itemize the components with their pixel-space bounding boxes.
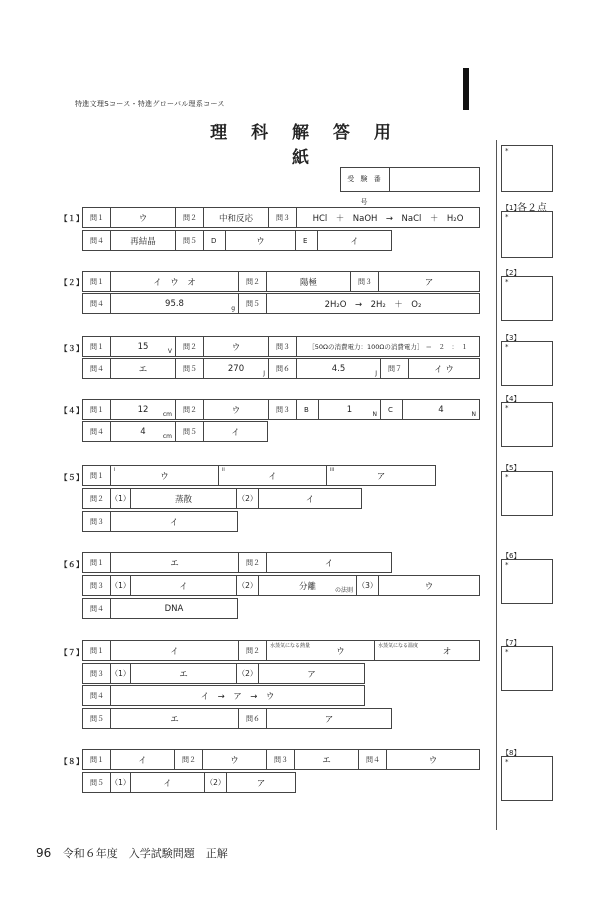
answer-value: 4 [140,426,146,437]
question-label: 問７ [381,359,409,378]
answer-cell[interactable]: DNA [164,603,184,614]
answer-cell[interactable]: イ [131,576,237,595]
answer-cell[interactable]: ウ [204,337,269,356]
answer-row [82,552,392,573]
exam-number-label: 受 験 番 号 [341,168,390,191]
answer-cell[interactable]: 再結晶 [111,231,176,250]
answer-row [82,772,296,793]
answer-cell[interactable]: 2H₂O → 2H₂ ＋ O₂ [324,299,422,310]
score-star: * [505,404,509,412]
score-label-7: 【7】 [502,639,521,647]
section-label-3: 【３】 [60,344,84,353]
sub-label: （1） [111,576,131,595]
question-label: 問２ [175,750,203,769]
score-box-8[interactable] [501,756,553,801]
answer-cell[interactable]: イ [324,558,334,569]
score-label-4: 【4】 [502,395,521,403]
score-box-7[interactable] [501,646,553,691]
answer-row [82,293,480,314]
answer-value: オ [442,646,452,657]
answer-cell[interactable]: 陽極 [267,272,351,291]
answer-cell[interactable]: イ [131,773,205,792]
answer-cell[interactable]: イ [231,427,240,438]
score-box-3[interactable] [501,341,553,386]
sub-label: C [381,400,403,419]
answer-value: 分離 [298,581,316,592]
answer-cell[interactable]: イ [305,494,315,505]
answer-cell[interactable] [204,359,269,378]
answer-value: 4 [438,404,444,415]
answer-value: ウ [336,646,345,657]
answer-cell[interactable]: ア [324,714,334,725]
score-box-2[interactable] [501,276,553,321]
answer-cell[interactable]: イ [169,517,179,528]
question-label: 問１ [83,641,111,660]
question-label: 問４ [83,599,111,618]
score-box-4[interactable] [501,402,553,447]
sub-index: ii [222,467,225,473]
answer-cell[interactable]: イ → ア → ウ [200,691,275,702]
header-bar [463,68,469,110]
score-star: * [505,561,509,569]
answer-cell[interactable]: エ [131,664,237,683]
unit-label: の法則 [334,587,353,594]
unit-label: N [471,411,476,418]
answer-cell[interactable] [267,641,375,660]
page-title: 理 科 解 答 用 紙 [210,123,400,168]
answer-cell[interactable]: エ [111,709,239,728]
score-star: * [505,278,509,286]
question-label: 問２ [176,400,204,419]
answer-row [82,640,480,661]
sub-label: （1） [111,773,131,792]
footer-text: 令和６年度 入学試験問題 正解 [62,847,228,860]
section-label-6: 【６】 [60,560,84,569]
score-star: * [505,343,509,351]
score-label-5: 【5】 [502,464,521,472]
exam-number-box[interactable] [340,167,480,206]
sub-caption: 水蒸気になる熱量 [270,643,311,649]
score-box-5[interactable] [501,471,553,516]
answer-value: 95.8 [165,298,184,309]
answer-cell[interactable]: ウ [226,231,296,250]
answer-value: イ [268,471,277,482]
margin-divider [496,140,497,830]
answer-row [82,230,392,251]
answer-cell[interactable]: エ [111,553,239,572]
sub-label: （3） [357,576,379,595]
answer-cell[interactable]: イ [111,641,239,660]
answer-cell[interactable] [375,641,479,660]
section-label-2: 【２】 [60,278,84,287]
question-label: 問２ [239,553,267,572]
answer-cell[interactable]: ウ [111,208,176,227]
unit-label: J [263,370,265,377]
question-label: 問２ [239,641,267,660]
answer-cell[interactable] [219,466,327,485]
answer-row [82,511,238,532]
answer-cell[interactable]: ア [256,778,266,789]
answer-cell[interactable]: エ [111,359,176,378]
score-label-2: 【2】 [502,269,521,277]
answer-row [82,685,365,706]
answer-cell[interactable] [111,466,219,485]
sub-label: （2） [205,773,227,792]
answer-cell[interactable] [327,466,435,485]
answer-row [82,358,480,379]
answer-cell[interactable]: イ ウ [434,364,454,375]
question-label: 問１ [83,337,111,356]
answer-cell[interactable] [297,359,381,378]
question-label: 問２ [239,272,267,291]
answer-cell[interactable] [111,294,239,313]
answer-cell[interactable]: ウ [428,755,438,766]
sub-label: （1） [111,489,131,508]
question-label: 問６ [239,709,267,728]
question-label: 問２ [176,337,204,356]
answer-value: 15 [137,341,149,352]
question-label: 問１ [83,466,111,485]
question-label: 問５ [83,709,111,728]
section-label-4: 【４】 [60,406,84,415]
sub-label: （2） [237,664,259,683]
sub-index: iii [330,467,335,473]
answer-cell[interactable]: ア [307,669,316,680]
sub-caption: 水蒸気になる温度 [378,643,419,649]
points-note: 各２点 [517,203,547,214]
answer-cell[interactable] [319,400,381,419]
sub-label: （2） [237,576,259,595]
answer-row [82,663,365,684]
answer-row [82,399,480,420]
answer-row [82,465,436,486]
answer-cell[interactable] [259,576,357,595]
unit-label: cm [162,411,172,418]
answer-row [82,598,238,619]
answer-cell[interactable] [111,337,176,356]
answer-cell[interactable]: イ [111,750,175,769]
section-label-7: 【７】 [60,648,84,657]
question-label: 問３ [269,400,297,419]
score-star: * [505,758,509,766]
question-label: 問４ [83,686,111,705]
answer-row [82,708,392,729]
answer-cell[interactable] [403,400,479,419]
answer-value: 1 [346,404,353,415]
score-box-6[interactable] [501,559,553,604]
unit-label: g [231,305,235,312]
answer-value: ア [376,471,386,482]
sub-label: B [297,400,319,419]
question-label: 問５ [83,773,111,792]
question-label: 問３ [269,208,297,227]
answer-cell[interactable]: イ [350,236,359,247]
answer-row [82,488,362,509]
sub-label: （1） [111,664,131,683]
answer-row [82,336,480,357]
answer-value: 4.5 [331,363,346,374]
answer-cell[interactable] [111,400,176,419]
question-label: 問１ [83,272,111,291]
question-label: 問４ [83,359,111,378]
total-score-box[interactable] [501,145,553,192]
answer-cell[interactable]: ウ [203,750,267,769]
question-label: 問１ [83,208,111,227]
page-footer [36,845,228,861]
question-label: 問５ [176,231,204,250]
question-label: 問３ [83,664,111,683]
answer-cell[interactable]: 中和反応 [204,208,269,227]
section-label-5: 【５】 [60,473,84,482]
unit-label: cm [162,433,172,440]
answer-cell[interactable] [111,422,176,441]
page-number: 96 [36,846,52,860]
question-label: 問４ [83,294,111,313]
question-label: 問３ [83,512,111,531]
question-label: 問５ [239,294,267,313]
question-label: 問４ [359,750,387,769]
score-box-1[interactable] [501,211,553,258]
question-label: 問４ [83,231,111,250]
answer-value: 12 [137,404,149,415]
score-label-8: 【8】 [502,749,521,757]
score-label-1: 【1】 [502,204,521,212]
question-label: 問３ [269,337,297,356]
question-label: 問３ [83,576,111,595]
question-label: 問６ [269,359,297,378]
course-name: 特進文理Sコース・特進グローバル理系コース [75,100,225,108]
answer-cell[interactable]: イ ウ オ [111,272,239,291]
answer-cell[interactable]: ウ [204,400,269,419]
question-label: 問１ [83,400,111,419]
question-label: 問２ [176,208,204,227]
score-label-3: 【3】 [502,334,521,342]
score-star: * [505,213,509,221]
section-label-8: 【８】 [60,757,84,766]
sub-label: D [204,231,226,250]
sub-index: i [114,467,116,473]
answer-row [82,207,480,228]
score-star: * [505,473,509,481]
answer-cell[interactable]: エ [295,750,359,769]
question-label: 問４ [83,422,111,441]
answer-cell[interactable]: ［50Ωの消費電力：100Ωの消費電力］ ＝ ２ ： １ [308,343,468,351]
unit-label: N [372,411,377,418]
sub-label: E [296,231,318,250]
answer-cell[interactable]: ア [424,277,434,288]
question-label: 問１ [83,553,111,572]
answer-row [82,421,268,442]
score-label-6: 【6】 [502,552,521,560]
unit-label: V [167,348,172,355]
question-label: 問２ [83,489,111,508]
answer-value: ウ [160,471,169,482]
answer-cell[interactable]: 蒸散 [131,489,237,508]
answer-cell[interactable]: ウ [424,581,434,592]
sub-label: （2） [237,489,259,508]
answer-row [82,271,480,292]
answer-value: 270 [227,363,245,374]
score-star: * [505,648,509,656]
question-label: 問５ [176,359,204,378]
question-label: 問１ [83,750,111,769]
unit-label: J [375,370,377,377]
section-label-1: 【１】 [60,214,84,223]
answer-row [82,575,480,596]
question-label: 問５ [176,422,204,441]
answer-cell[interactable]: HCl ＋ NaOH → NaCl ＋ H₂O [312,213,464,224]
answer-row [82,749,480,770]
question-label: 問３ [351,272,379,291]
score-star: * [505,147,509,155]
question-label: 問３ [267,750,295,769]
